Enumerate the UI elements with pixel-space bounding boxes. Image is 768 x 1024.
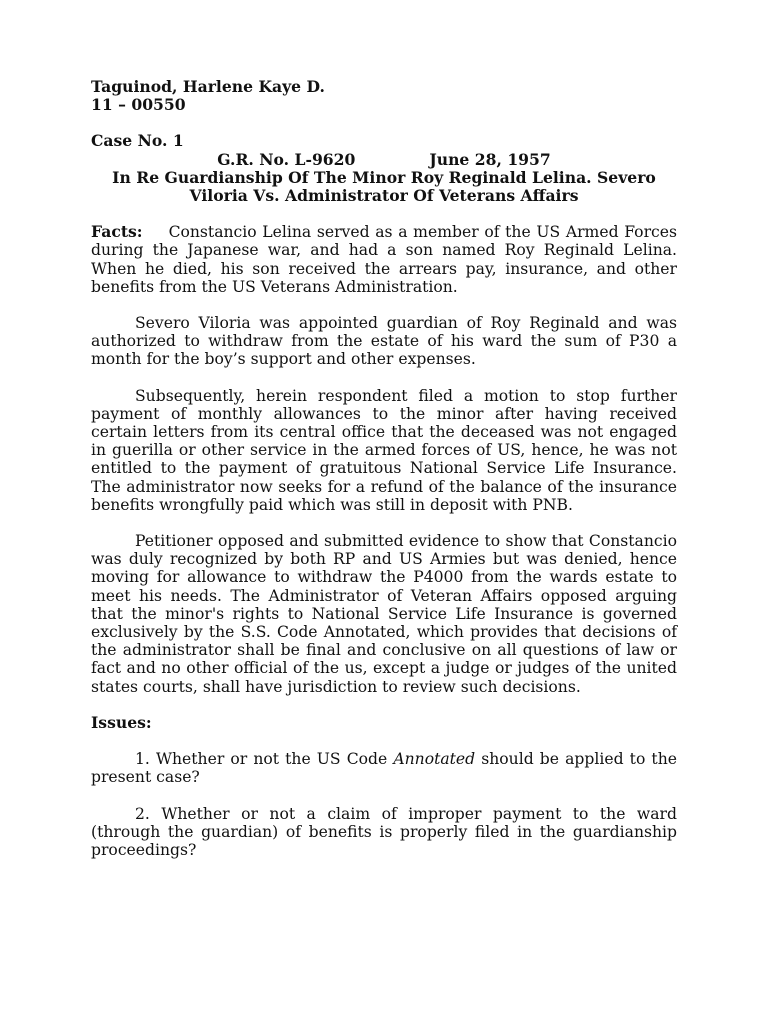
author-header [91,78,677,114]
case-citation-line [91,151,677,169]
case-title-line-2: Viloria Vs. Administrator Of Veterans Affairs [189,186,579,206]
facts-paragraph-4: Petitioner opposed and submitted evidence to show that Constancio was duly recognized by both RP and US Armies but was denied, hence moving for allowance to withdraw the P4000 from the wards estate to meet his needs. The Administrator of Veteran Affairs opposed arguing that the minor's rights to National Service Life Insurance is governed exclusively by the S.S. Code Annotated, which provides that decisions of the administrator shall be final and conclusive on all questions of law or fact and no other official of the us, except a judge or judges of the united states courts, shall have jurisdiction to review such decisions. [91,532,677,696]
facts-paragraph-1 [91,223,677,296]
issue-2: 2. Whether or not a claim of improper payment to the ward (through the guardian) of benefits is properly filed in the guardianship proceedings? [91,804,677,859]
case-date: June 28, 1957 [429,149,551,169]
facts-label: Facts: [91,222,143,242]
facts-text-1: Constancio Lelina served as a member of the US Armed Forces during the Japanese war, and had a son named Roy Reginald Lelina. When he died, his son received the arrears pay, insurance, and other benefits from the US Veterans Administration. [91,223,677,296]
issue-1 [91,750,677,786]
gr-number: G.R. No. L-9620 [217,149,356,169]
facts-paragraph-3: Subsequently, herein respondent filed a motion to stop further payment of monthly allowances to the minor after having received certain letters from its central office that the deceased was not engaged in guerilla or other service in the armed forces of US, hence, he was not entitled to the payment of gratuitous National Service Life Insurance. The administrator now seeks for a refund of the balance of the insurance benefits wrongfully paid which was still in deposit with PNB. [91,386,677,514]
facts-paragraph-2: Severo Viloria was appointed guardian of Roy Reginald and was authorized to withdraw from the estate of his ward the sum of P30 a month for the boy’s support and other expenses. [91,314,677,369]
student-id: 11 – 00550 [91,95,186,115]
case-title-block [91,132,677,205]
case-title-line-1: In Re Guardianship Of The Minor Roy Reginald Lelina. Severo [112,167,656,187]
author-name: Taguinod, Harlene Kaye D. [91,77,325,96]
issue-1-suffix: should be applied to the present case? [91,750,677,787]
issues-label: Issues: [91,712,152,732]
case-number: Case No. 1 [91,131,184,151]
issue-1-prefix: 1. Whether or not the US Code [135,750,394,769]
issue-1-emphasis: Annotated [393,750,476,769]
